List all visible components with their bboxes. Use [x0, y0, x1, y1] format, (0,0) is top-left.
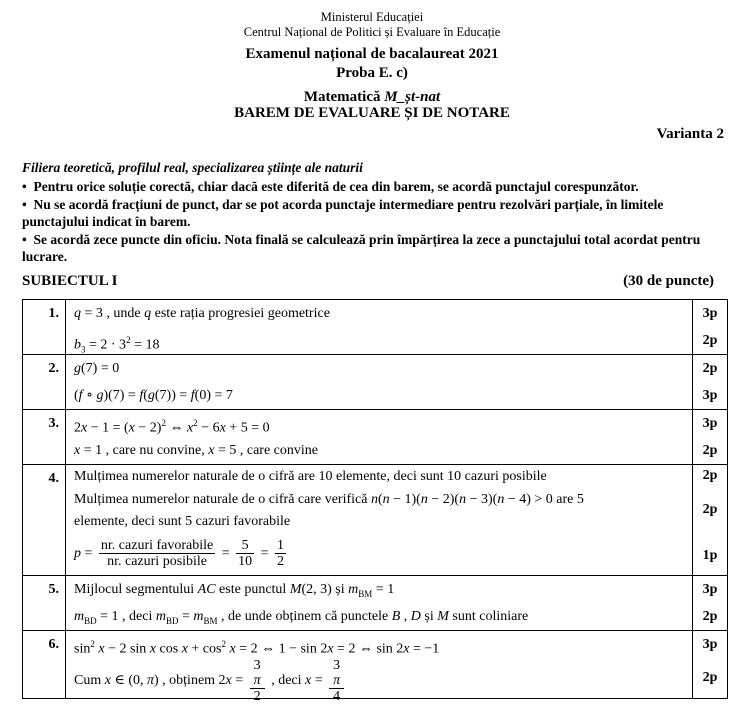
variant-label: Varianta 2: [656, 126, 724, 142]
item-points: 2p 2p 1p: [693, 465, 728, 576]
item-number: 5.: [23, 576, 66, 631]
item-points: 3p 2p: [693, 300, 728, 355]
item-number: 1.: [23, 300, 66, 355]
center-name: Centrul Național de Politici și Evaluare în Educație: [243, 25, 501, 39]
item-number: 2.: [23, 355, 66, 410]
bullet-item: • Se acordă zece puncte din oficiu. Nota finală se calculează prin împărțirea la zece a punctajului total acordat pentru lucrare.: [22, 232, 701, 264]
item-solution: Mijlocul segmentului AC este punctul M(2, 3) și $m_{BM} = 1$ $m_{BD} = 1$ , deci $m_{BD} = m_{BM}$ , de unde obținem că punctele B , D și M sunt coliniare: [66, 576, 693, 631]
filiera-line: Filiera teoretică, profilul real, specializarea științe ale naturii: [22, 160, 363, 175]
bullet-list: [22, 178, 730, 265]
proba-title: Proba E. c): [336, 65, 408, 81]
section-points: (30 de puncte): [623, 273, 714, 289]
item-solution: q = 3 , unde q este rația progresiei geometrice $b_3 = 2 \cdot 3^2 = 18$: [66, 300, 693, 355]
item-points: 3p 2p: [693, 631, 728, 699]
bullet-item: • Pentru orice soluție corectă, chiar dacă este diferită de cea din barem, se acordă punctajul corespunzător.: [22, 179, 639, 194]
item-points: 2p 3p: [693, 355, 728, 410]
table-row: [23, 631, 728, 699]
item-points: 3p 2p: [693, 410, 728, 465]
item-points: 3p 2p: [693, 576, 728, 631]
item-number: 3.: [23, 410, 66, 465]
item-solution: Mulțimea numerelor naturale de o cifră are 10 elemente, deci sunt 10 cazuri posibile Mulțimea numerelor naturale de o cifră care verifică n(n − 1)(n − 2)(n − 3)(n − 4) > 0 are 5 elemente, deci sunt 5 cazuri favorabile p = $\frac{\text{nr. cazuri favorabile}}{\text{nr. cazuri posibile}}$ = $\frac{5}{10}$ = $\frac{1}{2}$: [66, 465, 693, 576]
subject-title: [0, 89, 744, 106]
item-number: 4.: [23, 465, 66, 576]
table-row: [23, 465, 728, 576]
item-solution: $2x - 1 = (x - 2)^2$ ⇔ $x^2 - 6x + 5 = 0$ x = 1 , care nu convine, x = 5 , care convine: [66, 410, 693, 465]
subject-prefix: Matematică: [303, 89, 385, 105]
item-number: 6.: [23, 631, 66, 699]
table-row: [23, 410, 728, 465]
bullet-item: • Nu se acordă fracțiuni de punct, dar se pot acorda punctaje intermediare pentru rezolvări parțiale, în limitele punctajului indicat în barem.: [22, 197, 664, 229]
item-solution: $\sin^2 x - 2$ sin x $\cos x + \cos^2 x = 2$ ⇔ 1 − sin 2x = 2 ⇔ sin 2x = −1 Cum x ∈ (0, π) , obținem 2x = 3 π 2 , deci x = 3 π 4: [66, 631, 693, 699]
table-row: [23, 355, 728, 410]
ministry-name: Ministerul Educației: [320, 10, 424, 24]
item-solution: g(7) = 0 (f ∘ g)(7) = f(g(7)) = f(0) = 7: [66, 355, 693, 410]
table-row: [23, 300, 728, 355]
barem-title: BAREM DE EVALUARE ȘI DE NOTARE: [234, 105, 510, 121]
subject-profile: M_șt-nat: [384, 89, 441, 105]
table-row: [23, 576, 728, 631]
barem-table: [22, 299, 728, 704]
exam-title: Examenul național de bacalaureat 2021: [245, 46, 499, 62]
section-title: SUBIECTUL I: [22, 273, 118, 289]
